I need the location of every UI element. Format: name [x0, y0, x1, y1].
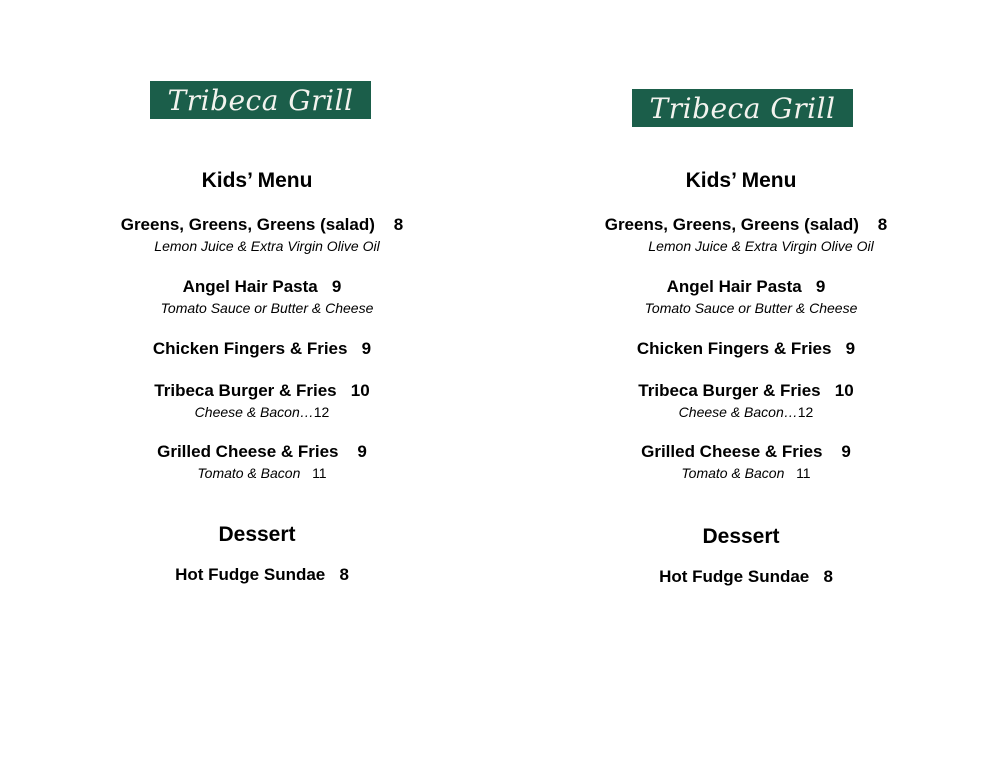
restaurant-logo — [632, 89, 853, 127]
section-title: Kids’ Menu — [201, 169, 313, 192]
item-name-line — [52, 276, 472, 298]
menu-item — [52, 380, 472, 421]
menu-item — [52, 214, 472, 255]
menu-item — [536, 214, 956, 255]
menu-item — [536, 566, 956, 588]
item-name-line — [536, 380, 956, 402]
item-name-line — [52, 214, 472, 236]
menu-item — [536, 441, 956, 482]
item-name-line — [536, 214, 956, 236]
item-price: 9 — [845, 339, 856, 358]
menu-item — [536, 276, 956, 317]
menu-item — [536, 338, 956, 360]
section-title: Kids’ Menu — [685, 169, 797, 192]
item-description-line — [536, 464, 956, 482]
item-option-price: 12 — [797, 404, 814, 420]
section-title: Dessert — [218, 523, 296, 546]
section-title: Dessert — [702, 525, 780, 548]
item-name: Angel Hair Pasta — [182, 277, 318, 296]
item-option-price: 11 — [796, 465, 811, 481]
item-description-line — [536, 403, 956, 421]
item-name-line — [536, 338, 956, 360]
item-price: 9 — [841, 442, 851, 461]
kids-menu-heading — [52, 168, 472, 194]
item-name-line — [52, 441, 472, 463]
menu-item — [52, 276, 472, 317]
menu-item — [52, 564, 472, 586]
item-option-price: 11 — [312, 465, 327, 481]
item-description: Cheese & Bacon… — [678, 404, 798, 420]
menu-panel-right — [536, 0, 956, 773]
item-name-line — [52, 338, 472, 360]
item-name-line — [536, 276, 956, 298]
item-price: 10 — [350, 381, 370, 400]
item-name-line — [52, 564, 472, 586]
kids-menu-heading — [536, 168, 956, 194]
item-price: 8 — [393, 215, 404, 234]
item-price: 9 — [357, 442, 367, 461]
item-description: Tomato Sauce or Butter & Cheese — [160, 300, 374, 316]
item-description-line — [52, 464, 472, 482]
menu-panel-left — [52, 0, 472, 773]
item-description-line — [52, 403, 472, 421]
item-description: Lemon Juice & Extra Virgin Olive Oil — [648, 238, 874, 254]
item-price: 8 — [339, 565, 349, 584]
item-name: Grilled Cheese & Fries — [641, 442, 823, 461]
item-description: Lemon Juice & Extra Virgin Olive Oil — [154, 238, 380, 254]
item-description: Cheese & Bacon… — [194, 404, 314, 420]
dessert-heading — [536, 524, 956, 550]
item-price: 9 — [361, 339, 372, 358]
item-price: 10 — [834, 381, 854, 400]
menu-item — [52, 338, 472, 360]
item-price: 9 — [815, 277, 826, 296]
item-description: Tomato & Bacon — [681, 465, 785, 481]
item-name: Tribeca Burger & Fries — [638, 381, 821, 400]
logo-text: Tribeca Grill — [167, 83, 354, 117]
menu-item — [536, 380, 956, 421]
restaurant-logo — [150, 81, 371, 119]
item-name: Hot Fudge Sundae — [175, 565, 326, 584]
item-price: 8 — [823, 567, 833, 586]
item-name: Hot Fudge Sundae — [659, 567, 810, 586]
item-name-line — [536, 441, 956, 463]
item-name: Tribeca Burger & Fries — [154, 381, 337, 400]
logo-text: Tribeca Grill — [649, 91, 836, 125]
dessert-heading — [52, 522, 472, 548]
item-name: Greens, Greens, Greens (salad) — [604, 215, 859, 234]
item-name: Grilled Cheese & Fries — [157, 442, 339, 461]
item-price: 9 — [331, 277, 342, 296]
item-name: Chicken Fingers & Fries — [152, 339, 348, 358]
item-name: Angel Hair Pasta — [666, 277, 802, 296]
menu-item — [52, 441, 472, 482]
item-name: Greens, Greens, Greens (salad) — [120, 215, 375, 234]
item-option-price: 12 — [313, 404, 330, 420]
item-name-line — [536, 566, 956, 588]
item-name-line — [52, 380, 472, 402]
item-name: Chicken Fingers & Fries — [636, 339, 832, 358]
item-price: 8 — [877, 215, 888, 234]
item-description: Tomato Sauce or Butter & Cheese — [644, 300, 858, 316]
item-description: Tomato & Bacon — [197, 465, 301, 481]
